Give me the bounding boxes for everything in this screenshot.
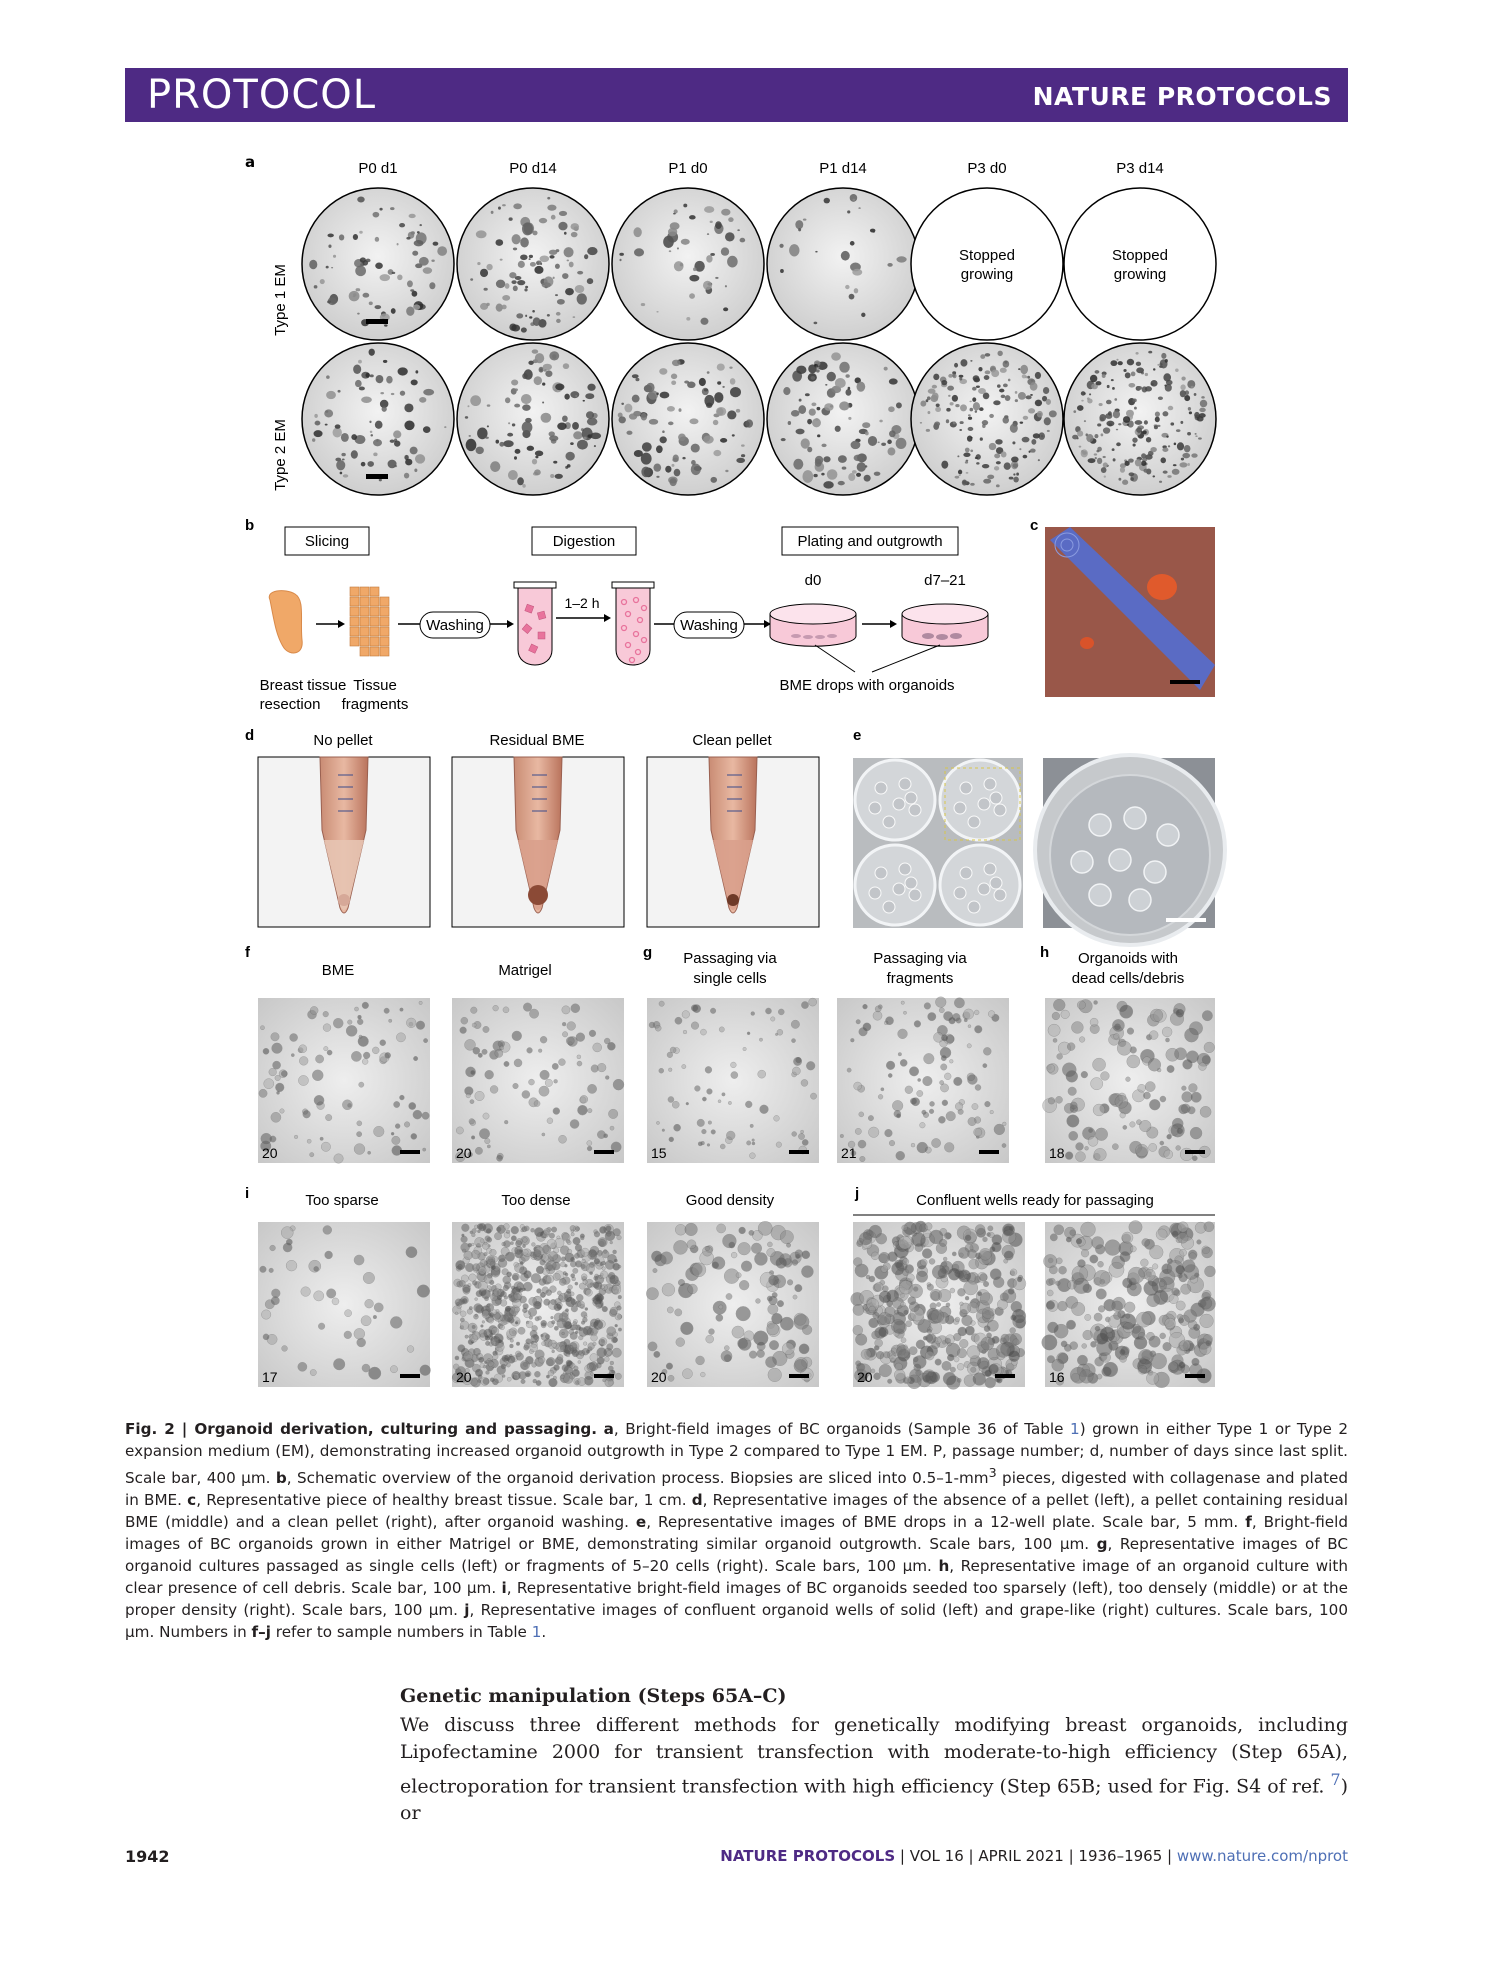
tube-1-rim	[514, 582, 556, 588]
cap-f: f	[1245, 1513, 1252, 1532]
tissue-fragments-icon	[350, 587, 389, 656]
step-digestion: Digestion	[552, 533, 616, 550]
i-label-sparse: Too sparse	[305, 1192, 379, 1209]
section-paragraph-2: ) or	[400, 1775, 1349, 1825]
g-label-single-a: Passaging via	[683, 950, 777, 967]
dish-image	[911, 188, 1063, 340]
day-0-label: d0	[804, 572, 822, 589]
footer-sep2: |	[963, 1847, 979, 1865]
arrow-7-head	[890, 620, 897, 628]
micrograph-image	[452, 1222, 624, 1387]
cap-b: b	[275, 1469, 287, 1488]
cap-i-text: , Representative bright-field images of BC organoids seeded too sparsely (left), too densely (middle) or at the proper density (right). Scale bars, 100 µm.	[125, 1579, 1348, 1620]
column-label: P1 d14	[819, 160, 867, 177]
dish-image	[1064, 343, 1216, 495]
panel-a-letter: a	[245, 153, 256, 171]
footer-sep3: |	[1063, 1847, 1079, 1865]
h-label-a: Organoids with	[1077, 950, 1179, 967]
panel-b-letter: b	[245, 517, 255, 534]
micrograph-image	[837, 997, 1009, 1163]
cap-a-text2: ) grown in either Type 1 or Type 2 expansion medium (EM), demonstrating increased organoid outgrowth in Type 2 compared to Type 1 EM. P, passage number; d, number of days since last split. Scale bar, 400 µm.	[125, 1420, 1349, 1488]
cap-c-text: , Representative piece of healthy breast tissue. Scale bar, 1 cm.	[196, 1491, 692, 1510]
page-number: 1942	[125, 1847, 170, 1866]
column-label: P0 d1	[358, 160, 398, 177]
bme-drops-d7	[922, 633, 962, 640]
figure-caption	[125, 1418, 1348, 1643]
cap-d-text: , Representative images of the absence of a pellet (left), a pellet containing residual BME (middle) and a clean pellet (right), after organoid washing.	[125, 1491, 1348, 1532]
sample-number: 16	[1049, 1369, 1065, 1385]
dish-image	[911, 343, 1063, 495]
step-plating: Plating and outgrowth	[797, 533, 943, 550]
culture-dish-d7-top	[902, 604, 988, 624]
cap-d: d	[691, 1491, 703, 1510]
panel-e-photo-left	[853, 758, 1023, 928]
dish-image	[612, 188, 764, 340]
i-label-dense: Too dense	[501, 1192, 571, 1209]
stopped-label: Stopped	[1112, 247, 1168, 264]
dish-image	[767, 188, 919, 340]
panel-g-letter: g	[643, 944, 653, 961]
cap-f-text: , Bright-field images of BC organoids grown in either Matrigel or BME, demonstrating similar organoid outgrowth. Scale bars, 100 µm.	[125, 1513, 1348, 1554]
tissue-label-1b: resection	[259, 696, 321, 713]
cap-h: h	[938, 1557, 950, 1576]
cap-j-text: , Representative images of confluent organoid wells of solid (left) and grape-like (right) cultures. Scale bars, 100 µm. Numbers in	[125, 1601, 1348, 1642]
panel-i-letter: i	[245, 1185, 250, 1202]
pointer-line-2	[872, 645, 940, 672]
micrograph-image	[1043, 998, 1215, 1163]
cap-c: c	[187, 1491, 197, 1510]
tube-photo	[258, 732, 430, 927]
stopped-label: growing	[1113, 266, 1167, 283]
stopped-label: growing	[960, 266, 1014, 283]
journal-name: NATURE PROTOCOLS	[1032, 82, 1332, 111]
cap-g-text: , Representative images of BC organoid cultures passaged as single cells (left) or fragments of 5–20 cells (right). Scale bars, 100 µm.	[125, 1535, 1348, 1576]
sample-number: 20	[456, 1145, 472, 1161]
g-label-frag-b: fragments	[886, 970, 954, 987]
cap-h-text: , Representative image of an organoid culture with clear presence of cell debris. Scale bar, 100 µm.	[125, 1557, 1348, 1598]
washing-label-1: Washing	[426, 617, 484, 634]
sample-number: 20	[456, 1369, 472, 1385]
dish-image	[767, 343, 919, 495]
pointer-line-1	[815, 645, 855, 672]
f-label-bme: BME	[321, 962, 355, 979]
section-label: PROTOCOL	[147, 72, 377, 118]
dish-image	[612, 343, 764, 495]
digestion-time: 1–2 h	[564, 595, 600, 611]
day-7-label: d7–21	[924, 572, 966, 589]
footer-pages: 1936–1965	[1078, 1847, 1163, 1865]
sample-number: 20	[857, 1369, 873, 1385]
cap-e-text: , Representative images of BME drops in a 12-well plate. Scale bar, 5 mm.	[646, 1513, 1246, 1532]
cap-b-text2: pieces, digested with collagenase and plated in BME.	[125, 1469, 1349, 1510]
g-label-single-b: single cells	[693, 970, 767, 987]
sample-number: 21	[841, 1145, 857, 1161]
dish-image	[1064, 188, 1216, 340]
dish-image	[457, 343, 609, 495]
panel-e-photo-right	[1035, 755, 1225, 945]
panel-j-letter: j	[855, 1185, 860, 1202]
footer-vol: VOL 16	[909, 1847, 964, 1865]
sample-number: 17	[262, 1369, 278, 1385]
cap-sup3: 3	[988, 1465, 997, 1480]
h-label-b: dead cells/debris	[1071, 970, 1185, 987]
tube-label: Clean pellet	[692, 732, 772, 749]
footer-date: APRIL 2021	[978, 1847, 1064, 1865]
panel-f-letter: f	[245, 944, 250, 961]
digestion-tube-2	[616, 586, 650, 665]
arrow-4-head	[604, 614, 611, 622]
panel-e-letter: e	[853, 727, 862, 744]
section-genetic-manipulation	[400, 1683, 1348, 1827]
step-slicing: Slicing	[304, 533, 350, 550]
washing-label-2: Washing	[680, 617, 738, 634]
panel-c-photo	[1045, 527, 1215, 697]
section-text	[400, 1712, 1348, 1827]
column-label: P3 d14	[1116, 160, 1164, 177]
footer-url[interactable]: www.nature.com/nprot	[1176, 1847, 1348, 1865]
micrograph-image	[258, 1222, 431, 1387]
bme-drops-label: BME drops with organoids	[779, 677, 955, 694]
micrograph-image	[851, 1221, 1026, 1389]
cap-j: j	[464, 1601, 470, 1620]
f-label-matrigel: Matrigel	[498, 962, 552, 979]
panel-a-dishes	[302, 188, 1216, 495]
cap-a-text: , Bright-field images of BC organoids (Sample 36 of Table	[613, 1420, 1071, 1438]
footer-sep4: |	[1162, 1847, 1177, 1865]
breast-tissue-icon	[269, 591, 302, 653]
footer-journal: NATURE PROTOCOLS	[720, 1847, 896, 1865]
dish-image	[457, 188, 609, 340]
panel-d-letter: d	[245, 727, 255, 744]
stopped-label: Stopped	[959, 247, 1015, 264]
tube-label: Residual BME	[489, 732, 585, 749]
cap-b-text: , Schematic overview of the organoid derivation process. Biopsies are sliced into 0.5–1-mm	[286, 1469, 989, 1488]
tube-photo	[647, 732, 819, 927]
j-label: Confluent wells ready for passaging	[916, 1192, 1154, 1209]
cap-g: g	[1096, 1535, 1108, 1554]
sample-number: 20	[651, 1369, 667, 1385]
cap-end: .	[541, 1623, 547, 1642]
footer-sep1: |	[895, 1847, 910, 1865]
cap-a: a	[603, 1420, 614, 1438]
tissue-label-2: Tissue	[353, 677, 397, 694]
tube-2-rim	[612, 582, 654, 588]
column-label: P1 d0	[668, 160, 708, 177]
arrow-3-head	[507, 620, 514, 628]
tissue-label-1: Breast tissue	[259, 677, 347, 694]
panel-c-letter: c	[1030, 517, 1039, 534]
tube-label: No pellet	[313, 732, 373, 749]
sample-number: 20	[262, 1145, 278, 1161]
panel-a-column-labels	[358, 160, 1163, 177]
tube-photo	[452, 732, 624, 927]
cap-fj: f–j	[251, 1623, 271, 1642]
sample-number: 15	[651, 1145, 667, 1161]
cap-i: i	[501, 1579, 507, 1598]
micrograph-image	[452, 998, 624, 1163]
ref-link[interactable]: 7	[1330, 1770, 1341, 1789]
panel-h-letter: h	[1040, 944, 1050, 961]
tissue-label-2b: fragments	[341, 696, 409, 713]
column-label: P0 d14	[509, 160, 557, 177]
row-label-type1: Type 1 EM	[272, 264, 289, 336]
panel-d-tubes	[258, 732, 819, 927]
footer-citation	[720, 1847, 1348, 1865]
dish-image	[302, 343, 454, 495]
column-label: P3 d0	[967, 160, 1007, 177]
cap-j-text2: refer to sample numbers in Table	[270, 1623, 532, 1642]
micrograph-image	[647, 998, 819, 1163]
micrograph-image	[646, 1221, 819, 1387]
section-title: Genetic manipulation (Steps 65A–C)	[400, 1685, 787, 1707]
sample-number: 18	[1049, 1145, 1065, 1161]
culture-dish-d0-top	[770, 604, 856, 624]
dish-image	[302, 188, 454, 340]
micrograph-image	[1042, 1221, 1216, 1388]
i-label-good: Good density	[685, 1192, 775, 1209]
micrograph-image	[258, 998, 430, 1163]
cap-e: e	[635, 1513, 647, 1532]
arrow-1-head	[338, 620, 345, 628]
section-paragraph: We discuss three different methods for genetically modifying breast organoids, including Lipofectamine 2000 for transient transfection with moderate-to-high efficiency (Step 65A), electroporation for transient transfection with high efficiency (Step 65B; used for Fig. S4 of ref.	[400, 1714, 1348, 1798]
table-link-2[interactable]: 1	[531, 1623, 542, 1642]
row-label-type2: Type 2 EM	[272, 419, 289, 491]
table-link[interactable]: 1	[1070, 1420, 1080, 1438]
g-label-frag-a: Passaging via	[873, 950, 967, 967]
caption-title: Fig. 2 | Organoid derivation, culturing and passaging.	[125, 1420, 598, 1438]
